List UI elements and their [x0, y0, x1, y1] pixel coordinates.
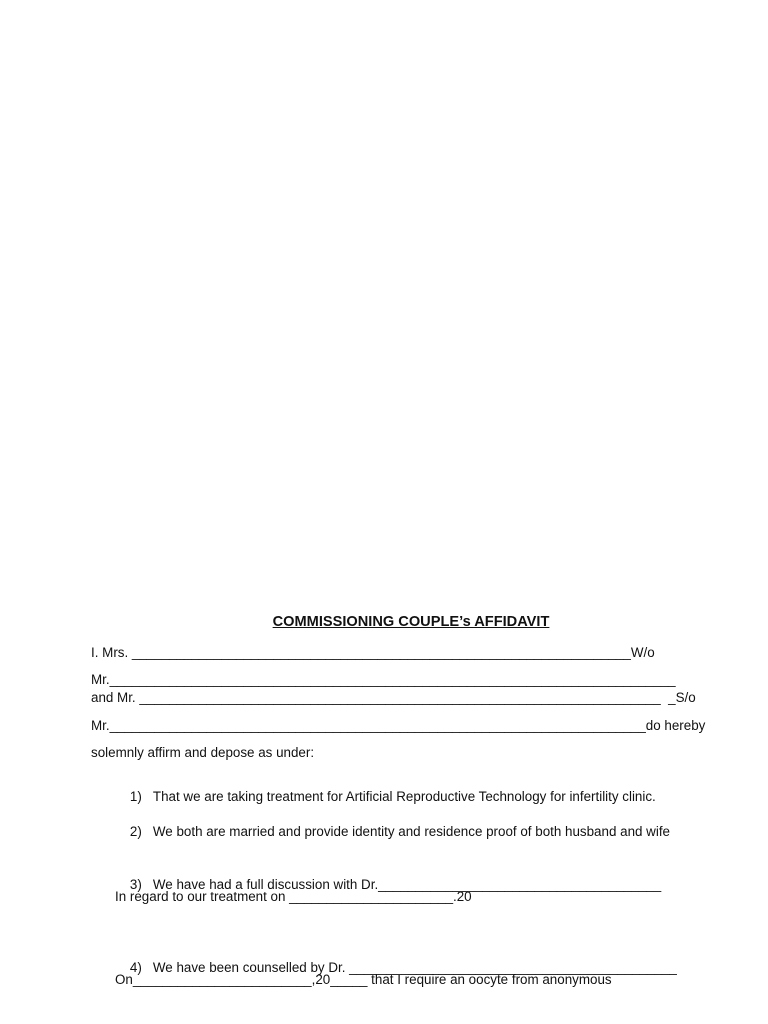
list-item [115, 808, 670, 856]
list-item-number: 4) [129, 960, 142, 975]
list-item-text: We have had a full discussion with Dr.______________________________________ [152, 877, 662, 892]
intro-line-affirm: solemnly affirm and depose as under: [91, 745, 315, 760]
list-item-number: 3) [129, 877, 142, 892]
document-title: COMMISSIONING COUPLE’s AFFIDAVIT [272, 614, 550, 630]
list-item-continuation: In regard to our treatment on ______________________.20 [115, 889, 472, 904]
list-item-text: That we are taking treatment for Artificial Reproductive Technology for infertility clinic. [152, 789, 656, 804]
intro-line-and-mr: and Mr. ______________________________________________________________________ _S/o [91, 690, 696, 705]
list-item-text: We have been counselled by Dr. ____________________________________________ [152, 960, 677, 975]
list-item-continuation: On________________________,20_____ that I require an oocyte from anonymous [115, 972, 612, 987]
list-item-number: 2) [129, 824, 142, 839]
intro-line-mr-father: Mr.________________________________________________________________________do hereby [91, 718, 706, 733]
intro-line-mr-spouse: Mr.____________________________________________________________________________ [91, 672, 676, 687]
list-item-text: We both are married and provide identity and residence proof of both husband and wife [152, 824, 670, 839]
intro-line-mrs: I. Mrs. ___________________________________________________________________W/o [91, 645, 655, 660]
list-item-number: 1) [129, 789, 142, 804]
